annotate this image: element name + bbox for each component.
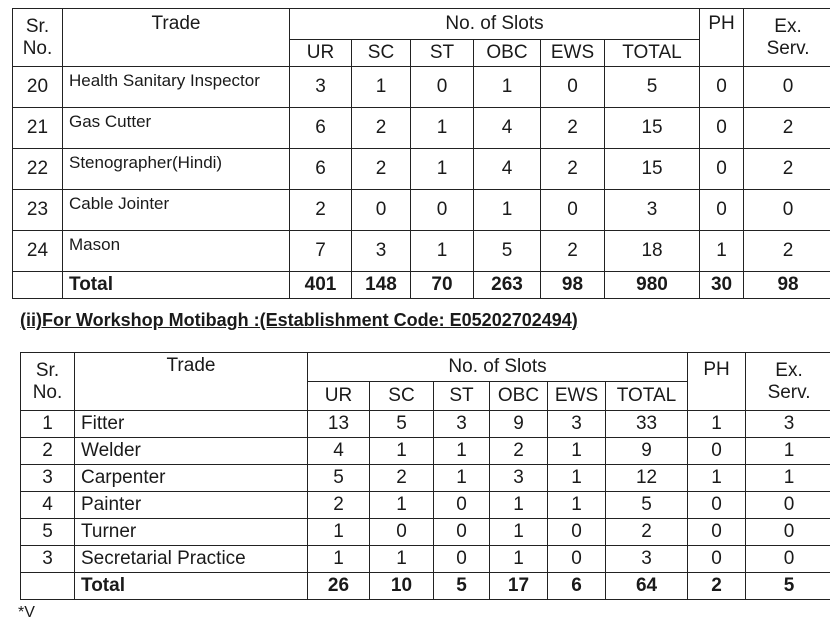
total-sr-cell — [13, 272, 63, 299]
ph-cell: 1 — [700, 231, 744, 272]
sc-header: SC — [370, 382, 434, 411]
total-label: Total — [63, 272, 290, 299]
ph-cell: 0 — [688, 492, 746, 519]
st-cell: 1 — [434, 465, 490, 492]
total-cell: 5 — [605, 67, 700, 108]
total-st: 70 — [411, 272, 474, 299]
trade-name-cell: Welder — [75, 438, 308, 465]
total-sc: 10 — [370, 573, 434, 600]
total-cell: 18 — [605, 231, 700, 272]
ur-cell: 2 — [308, 492, 370, 519]
ex-cell: 1 — [746, 438, 830, 465]
slots-table-1 — [12, 8, 830, 299]
ews-cell: 0 — [548, 546, 606, 573]
st-cell: 3 — [434, 411, 490, 438]
total-sr-cell — [21, 573, 75, 600]
ph-cell: 0 — [700, 67, 744, 108]
st-cell: 1 — [411, 231, 474, 272]
ur-cell: 2 — [290, 190, 352, 231]
ph-header: PH — [700, 9, 744, 67]
sr-no-cell: 3 — [21, 465, 75, 492]
ews-cell: 1 — [548, 492, 606, 519]
obc-header: OBC — [474, 40, 541, 67]
total-cell: 9 — [606, 438, 688, 465]
ur-cell: 1 — [308, 546, 370, 573]
slots-header: No. of Slots — [308, 353, 688, 382]
ur-cell: 13 — [308, 411, 370, 438]
ur-header: UR — [290, 40, 352, 67]
table-row — [21, 492, 830, 519]
total-cell: 33 — [606, 411, 688, 438]
obc-header: OBC — [490, 382, 548, 411]
sc-cell: 1 — [370, 438, 434, 465]
ews-cell: 3 — [548, 411, 606, 438]
total-total: 980 — [605, 272, 700, 299]
ph-header: PH — [688, 353, 746, 411]
total-total: 64 — [606, 573, 688, 600]
ur-cell: 3 — [290, 67, 352, 108]
trade-name-cell: Mason — [63, 231, 290, 272]
ph-cell: 0 — [688, 546, 746, 573]
ex-cell: 0 — [746, 519, 830, 546]
sc-cell: 1 — [370, 546, 434, 573]
table-row — [21, 519, 830, 546]
ex-cell: 2 — [744, 231, 830, 272]
trade-header: Trade — [75, 353, 308, 411]
ex-cell: 0 — [746, 546, 830, 573]
total-cell: 3 — [606, 546, 688, 573]
sc-cell: 2 — [370, 465, 434, 492]
ews-cell: 2 — [541, 231, 605, 272]
trade-name-cell: Carpenter — [75, 465, 308, 492]
total-cell: 15 — [605, 149, 700, 190]
sr-no-cell: 4 — [21, 492, 75, 519]
trade-name-cell: Health Sanitary Inspector — [63, 67, 290, 108]
ews-cell: 0 — [548, 519, 606, 546]
total-ews: 98 — [541, 272, 605, 299]
total-obc: 263 — [474, 272, 541, 299]
ur-cell: 4 — [308, 438, 370, 465]
trade-name-cell: Cable Jointer — [63, 190, 290, 231]
slots-table-2 — [20, 352, 830, 600]
ur-cell: 5 — [308, 465, 370, 492]
trade-name-cell: Turner — [75, 519, 308, 546]
total-row — [13, 272, 830, 299]
obc-cell: 4 — [474, 149, 541, 190]
sr-no-cell: 22 — [13, 149, 63, 190]
ph-cell: 1 — [688, 465, 746, 492]
total-ews: 6 — [548, 573, 606, 600]
obc-cell: 4 — [474, 108, 541, 149]
total-header: TOTAL — [605, 40, 700, 67]
ews-cell: 1 — [548, 438, 606, 465]
ews-header: EWS — [548, 382, 606, 411]
sr-no-cell: 23 — [13, 190, 63, 231]
ph-cell: 0 — [688, 519, 746, 546]
obc-cell: 3 — [490, 465, 548, 492]
ews-cell: 2 — [541, 108, 605, 149]
sr-no-cell: 3 — [21, 546, 75, 573]
obc-cell: 5 — [474, 231, 541, 272]
st-cell: 0 — [411, 190, 474, 231]
total-ur: 401 — [290, 272, 352, 299]
ex-cell: 1 — [746, 465, 830, 492]
ex-cell: 0 — [746, 492, 830, 519]
table-row — [21, 465, 830, 492]
trade-name-cell: Stenographer(Hindi) — [63, 149, 290, 190]
ph-cell: 1 — [688, 411, 746, 438]
sr-no-cell: 5 — [21, 519, 75, 546]
ph-cell: 0 — [700, 190, 744, 231]
total-ur: 26 — [308, 573, 370, 600]
sr-no-cell: 21 — [13, 108, 63, 149]
sc-cell: 0 — [352, 190, 411, 231]
st-cell: 0 — [411, 67, 474, 108]
ews-cell: 0 — [541, 190, 605, 231]
sc-header: SC — [352, 40, 411, 67]
ur-cell: 6 — [290, 149, 352, 190]
trade-header: Trade — [63, 9, 290, 67]
obc-cell: 1 — [490, 492, 548, 519]
sc-cell: 0 — [370, 519, 434, 546]
trade-name-cell: Gas Cutter — [63, 108, 290, 149]
obc-cell: 1 — [490, 519, 548, 546]
sr-no-cell: 20 — [13, 67, 63, 108]
trade-name-cell: Fitter — [75, 411, 308, 438]
table-row — [13, 108, 830, 149]
trade-name-cell: Painter — [75, 492, 308, 519]
total-ph: 2 — [688, 573, 746, 600]
trade-name-cell: Secretarial Practice — [75, 546, 308, 573]
ur-cell: 7 — [290, 231, 352, 272]
sc-cell: 1 — [370, 492, 434, 519]
ur-header: UR — [308, 382, 370, 411]
st-cell: 0 — [434, 492, 490, 519]
ex-cell: 3 — [746, 411, 830, 438]
st-cell: 1 — [434, 438, 490, 465]
ex-cell: 0 — [744, 190, 830, 231]
ex-serv-header: Ex. Serv. — [746, 353, 830, 411]
ex-cell: 0 — [744, 67, 830, 108]
total-sc: 148 — [352, 272, 411, 299]
footnote: *V — [18, 604, 35, 622]
ph-cell: 0 — [700, 108, 744, 149]
total-cell: 5 — [606, 492, 688, 519]
ex-cell: 2 — [744, 149, 830, 190]
table-row — [21, 411, 830, 438]
slots-header: No. of Slots — [290, 9, 700, 40]
table-row — [13, 67, 830, 108]
obc-cell: 9 — [490, 411, 548, 438]
table-row — [13, 190, 830, 231]
sc-cell: 3 — [352, 231, 411, 272]
total-ph: 30 — [700, 272, 744, 299]
table-row — [13, 149, 830, 190]
total-ex: 98 — [744, 272, 830, 299]
ews-cell: 1 — [548, 465, 606, 492]
sc-cell: 2 — [352, 149, 411, 190]
total-label: Total — [75, 573, 308, 600]
st-cell: 1 — [411, 108, 474, 149]
st-header: ST — [434, 382, 490, 411]
ex-serv-header: Ex. Serv. — [744, 9, 830, 67]
ur-cell: 6 — [290, 108, 352, 149]
ews-cell: 2 — [541, 149, 605, 190]
ph-cell: 0 — [700, 149, 744, 190]
obc-cell: 2 — [490, 438, 548, 465]
total-row — [21, 573, 830, 600]
ph-cell: 0 — [688, 438, 746, 465]
total-obc: 17 — [490, 573, 548, 600]
sr-no-cell: 1 — [21, 411, 75, 438]
ur-cell: 1 — [308, 519, 370, 546]
st-cell: 0 — [434, 546, 490, 573]
sc-cell: 2 — [352, 108, 411, 149]
st-header: ST — [411, 40, 474, 67]
total-cell: 2 — [606, 519, 688, 546]
sc-cell: 5 — [370, 411, 434, 438]
sr-no-cell: 24 — [13, 231, 63, 272]
obc-cell: 1 — [474, 67, 541, 108]
obc-cell: 1 — [490, 546, 548, 573]
section-caption: (ii)For Workshop Motibagh :(Establishment Code: E05202702494) — [20, 310, 578, 331]
total-st: 5 — [434, 573, 490, 600]
sr-no-header: Sr. No. — [13, 9, 63, 67]
st-cell: 0 — [434, 519, 490, 546]
table-row — [21, 438, 830, 465]
total-cell: 15 — [605, 108, 700, 149]
sr-no-cell: 2 — [21, 438, 75, 465]
total-ex: 5 — [746, 573, 830, 600]
total-cell: 3 — [605, 190, 700, 231]
table-row — [13, 231, 830, 272]
total-header: TOTAL — [606, 382, 688, 411]
sr-no-header: Sr. No. — [21, 353, 75, 411]
ews-header: EWS — [541, 40, 605, 67]
sc-cell: 1 — [352, 67, 411, 108]
ews-cell: 0 — [541, 67, 605, 108]
table-row — [21, 546, 830, 573]
total-cell: 12 — [606, 465, 688, 492]
st-cell: 1 — [411, 149, 474, 190]
obc-cell: 1 — [474, 190, 541, 231]
ex-cell: 2 — [744, 108, 830, 149]
